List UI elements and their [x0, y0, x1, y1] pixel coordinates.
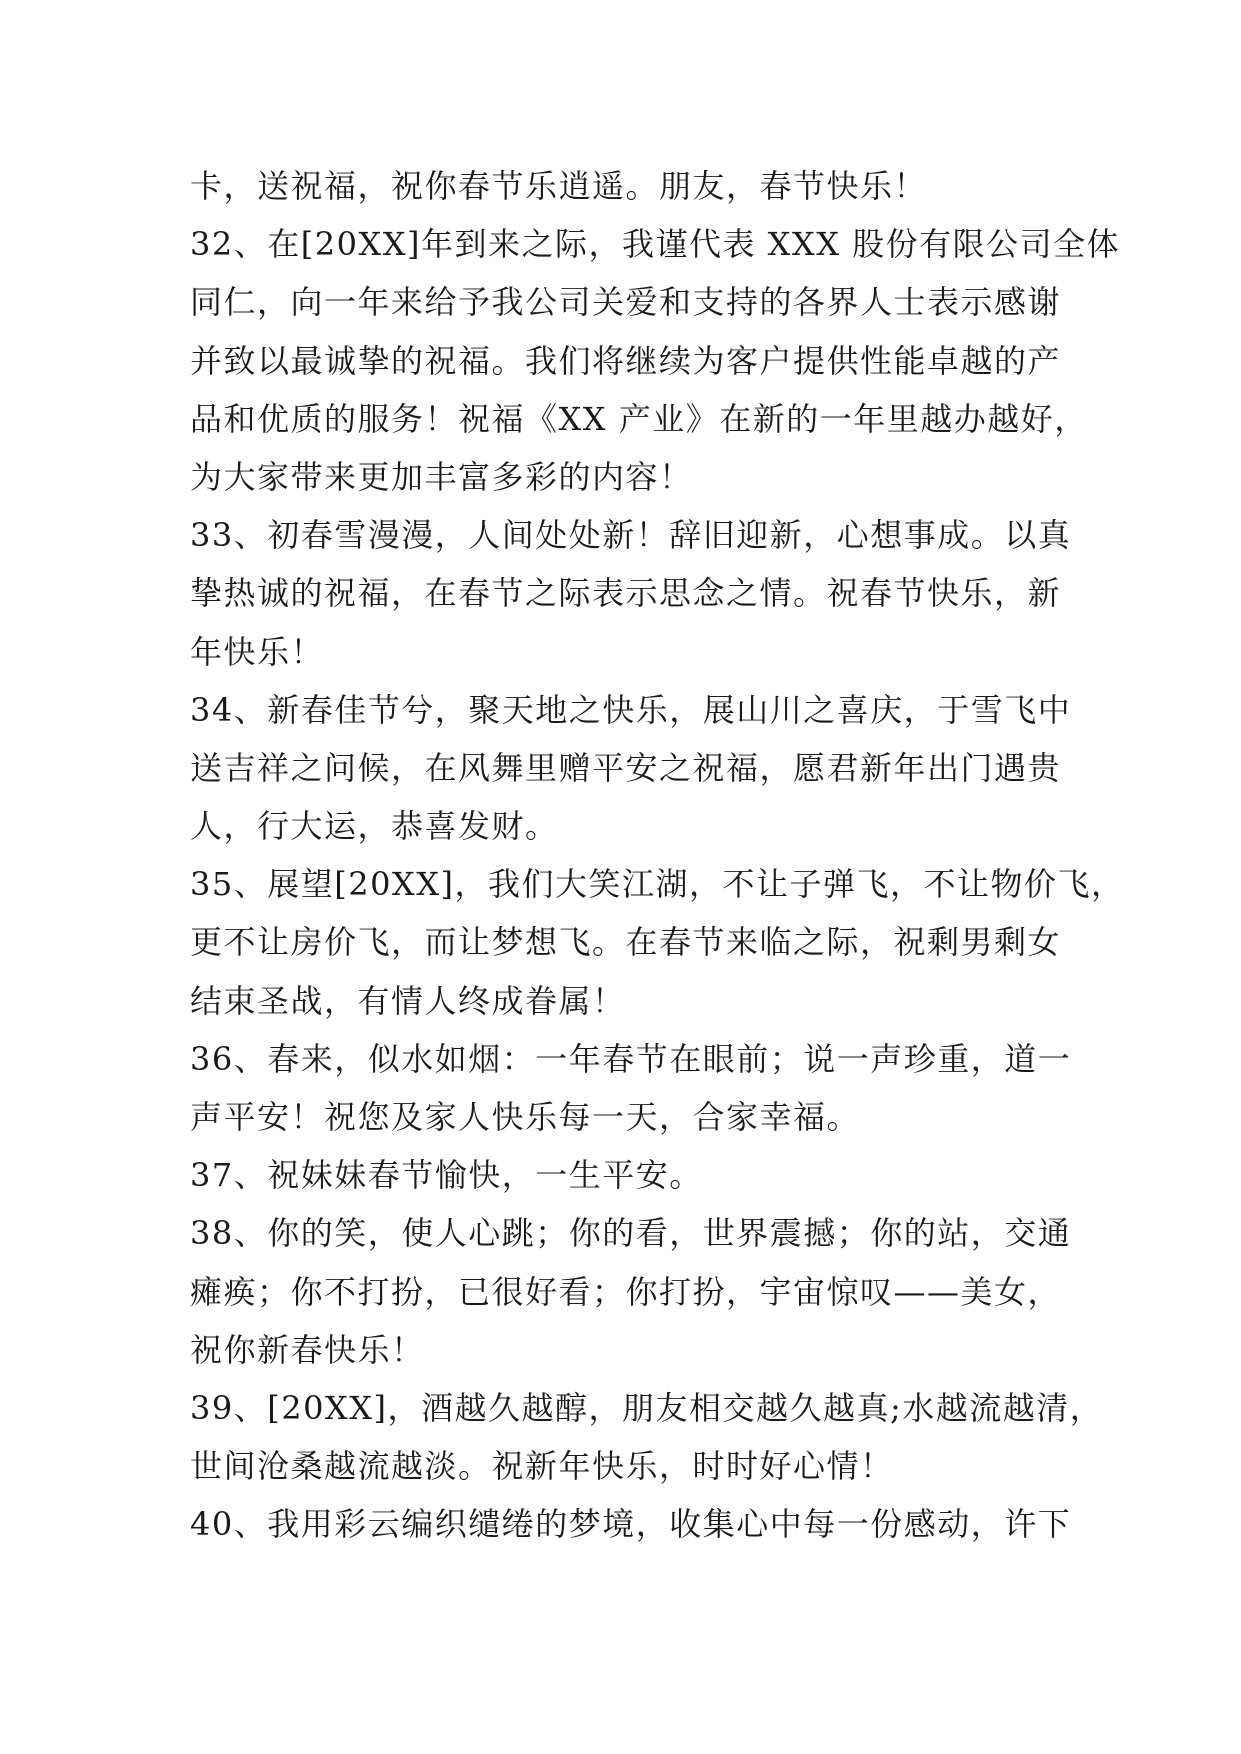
- text-line: 35、展望[20XX]，我们大笑江湖，不让子弹飞，不让物价飞，: [190, 865, 1125, 904]
- text-line: 37、祝妹妹春节愉快，一生平安。: [190, 1156, 703, 1195]
- text-line: 32、在[20XX]年到来之际，我谨代表 XXX 股份有限公司全体: [190, 225, 1121, 264]
- text-line: 33、初春雪漫漫，人间处处新！辞旧迎新，心想事成。以真: [190, 516, 1072, 555]
- text-line: 瘫痪；你不打扮，已很好看；你打扮，宇宙惊叹——美女，: [190, 1272, 1062, 1311]
- text-line: 38、你的笑，使人心跳；你的看，世界震撼；你的站，交通: [190, 1214, 1072, 1253]
- text-line: 36、春来，似水如烟：一年春节在眼前；说一声珍重，道一: [190, 1039, 1072, 1078]
- text-line: 人，行大运，恭喜发财。: [190, 807, 559, 846]
- text-line: 34、新春佳节兮，聚天地之快乐，展山川之喜庆，于雪飞中: [190, 690, 1072, 729]
- document-body: [190, 157, 1125, 1554]
- text-line: 更不让房价飞，而让梦想飞。在春节来临之际，祝剩男剩女: [190, 923, 1062, 962]
- text-line: 声平安！祝您及家人快乐每一天，合家幸福。: [190, 1098, 861, 1136]
- text-line: 品和优质的服务！祝福《XX 产业》在新的一年里越办越好，: [190, 399, 1088, 438]
- text-line: 卡，送祝福，祝你春节乐逍遥。朋友，春节快乐！: [190, 167, 928, 205]
- text-line: 祝你新春快乐！: [190, 1330, 425, 1369]
- text-line: 结束圣战，有情人终成眷属！: [190, 981, 626, 1020]
- text-line: 挚热诚的祝福，在春节之际表示思念之情。祝春节快乐，新: [190, 574, 1062, 613]
- text-line: 同仁，向一年来给予我公司关爱和支持的各界人士表示感谢: [190, 283, 1062, 322]
- text-line: 并致以最诚挚的祝福。我们将继续为客户提供性能卓越的产: [190, 341, 1062, 380]
- text-line: 世间沧桑越流越淡。祝新年快乐，时时好心情！: [190, 1447, 894, 1486]
- text-line: 为大家带来更加丰富多彩的内容！: [190, 457, 693, 496]
- text-line: 40、我用彩云编织缱绻的梦境，收集心中每一份感动，许下: [190, 1505, 1072, 1544]
- text-line: 送吉祥之问候，在风舞里赠平安之祝福，愿君新年出门遇贵: [190, 748, 1062, 787]
- text-line: 年快乐！: [190, 632, 325, 671]
- text-line: 39、[20XX]，酒越久越醇，朋友相交越久越真;水越流越清，: [190, 1388, 1104, 1427]
